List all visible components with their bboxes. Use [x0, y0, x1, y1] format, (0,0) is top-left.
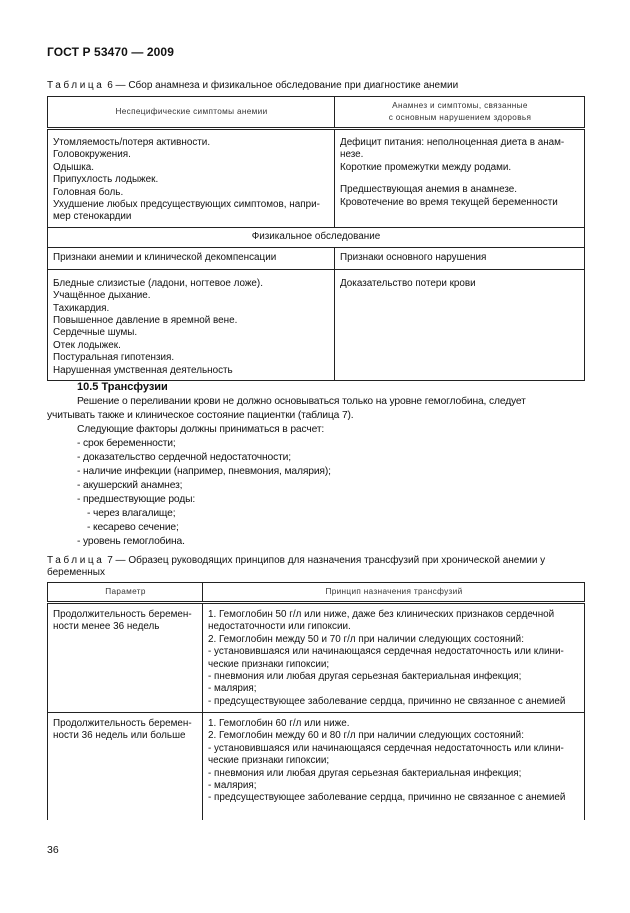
principle-line: - пневмония или любая другая серьезная бактериальная инфекция; [208, 767, 522, 779]
principle-line: - малярия; [208, 780, 257, 792]
page-number: 36 [47, 844, 59, 856]
principle-line: 1. Гемоглобин 50 г/л или ниже, даже без клинических признаков сердечной [208, 609, 555, 620]
table7-col-header-parameter: Параметр [48, 583, 203, 603]
table6-section-row [48, 227, 585, 247]
table6-caption [47, 80, 458, 93]
symptom-line: Одышка. [53, 161, 95, 173]
sign-line: Постуральная гипотензия. [53, 352, 175, 364]
table7-caption-line2: беременных [47, 567, 105, 578]
table7-caption [47, 555, 587, 568]
table7-header-row [48, 583, 585, 603]
underlying-signs-cell [335, 269, 585, 380]
principle-line: - предсуществующее заболевание сердца, причинно не связанное с анемией [208, 695, 566, 707]
factor-item: - срок беременности; [77, 438, 176, 449]
symptom-line: Припухлость лодыжек. [53, 174, 159, 186]
sign-line: Отек лодыжек. [53, 339, 121, 351]
paragraph-line: Следующие факторы должны приниматься в расчет: [77, 424, 325, 435]
nonspecific-symptoms-cell [48, 129, 335, 228]
table7 [47, 582, 585, 820]
table6-row-signs [48, 269, 585, 380]
principle-line: ческие признаки гипоксии; [208, 755, 330, 767]
factor-item: - доказательство сердечной недостаточности; [77, 452, 291, 463]
principle-line: 2. Гемоглобин между 60 и 80 г/л при наличии следующих состояний: [208, 730, 524, 742]
principle-line: - предсуществующее заболевание сердца, причинно не связанное с анемией [208, 792, 566, 804]
table6-row-symptoms [48, 129, 585, 228]
principle-line: 2. Гемоглобин между 50 и 70 г/л при наличии следующих состояний: [208, 633, 524, 645]
principle-line: - установившаяся или начинающаяся сердечная недостаточность или клини- [208, 742, 564, 754]
table6-col-header-1: Неспецифические симптомы анемии [48, 97, 335, 129]
factor-item: - предшествующие роды: [77, 494, 196, 505]
table7-caption-text: 7 — Образец руководящих принципов для назначения трансфузий при хронической анемии у [104, 555, 546, 566]
history-line: Дефицит питания: неполноценная диета в анам- [340, 137, 565, 148]
parameter-line: Продолжительность беремен- [53, 718, 192, 729]
parameter-cell [48, 713, 203, 820]
history-line: незе. [340, 149, 364, 161]
symptom-line: Утомляемость/потеря активности. [53, 137, 211, 148]
principle-line: недостаточности или гипоксии. [208, 621, 351, 633]
sub-factor-item: - через влагалище; [87, 508, 176, 519]
history-line: Короткие промежутки между родами. [340, 161, 512, 173]
underlying-disorder-heading: Признаки основного нарушения [335, 247, 585, 269]
history-symptoms-cell [335, 129, 585, 228]
parameter-line: ности менее 36 недель [53, 621, 160, 633]
table7-col-header-principle: Принцип назначения трансфузий [203, 583, 585, 603]
principle-line: - установившаяся или начинающаяся сердечная недостаточность или клини- [208, 646, 564, 658]
anemia-signs-heading: Признаки анемии и клинической декомпенсации [48, 247, 335, 269]
principle-cell [203, 603, 585, 713]
sign-line: Учащённое дыхание. [53, 290, 151, 302]
sign-line: Доказательство потери крови [340, 277, 476, 289]
header-line: с основным нарушением здоровья [388, 113, 532, 122]
table7-caption-label: Таблица [47, 555, 105, 566]
principle-cell [203, 713, 585, 820]
physical-exam-heading: Физикальное обследование [48, 227, 585, 247]
table6-header-row [48, 97, 585, 129]
anemia-signs-cell [48, 269, 335, 380]
sign-line: Повышенное давление в яремной вене. [53, 315, 238, 327]
table6-caption-label: Таблица [47, 80, 105, 91]
spacer [340, 174, 580, 184]
symptom-line: Головокружения. [53, 149, 131, 161]
parameter-cell [48, 603, 203, 713]
factor-item: - акушерский анамнез; [77, 480, 183, 491]
history-line: Кровотечение во время текущей беременности [340, 196, 558, 208]
section-title: 10.5 Трансфузии [77, 381, 168, 393]
header-line: Анамнез и симптомы, связанные [392, 101, 528, 110]
paragraph-line: учитывать также и клиническое состояние пациентки (таблица 7). [47, 410, 354, 421]
parameter-line: Продолжительность беремен- [53, 609, 192, 620]
history-line: Предшествующая анемия в анамнезе. [340, 184, 518, 196]
symptom-line: Ухудшение любых предсуществующих симптомов, напри- [53, 199, 320, 211]
principle-line: - малярия; [208, 683, 257, 695]
table6 [47, 96, 585, 381]
sub-factor-item: - кесарево сечение; [87, 522, 179, 533]
table6-subheader-row [48, 247, 585, 269]
table6-col-header-2 [335, 97, 585, 129]
factor-item: - уровень гемоглобина. [77, 536, 185, 547]
symptom-line: Головная боль. [53, 186, 124, 198]
document-code: ГОСТ Р 53470 — 2009 [47, 45, 174, 59]
paragraph-line: Решение о переливании крови не должно основываться только на уровне гемоглобина, следует [77, 396, 526, 407]
table6-caption-text: 6 — Сбор анамнеза и физикальное обследование при диагностике анемии [104, 80, 459, 91]
table7-row [48, 713, 585, 820]
sign-line: Тахикардия. [53, 302, 110, 314]
sign-line: Нарушенная умственная деятельность [53, 364, 233, 376]
symptom-line: мер стенокардии [53, 211, 132, 223]
sign-line: Сердечные шумы. [53, 327, 138, 339]
table7-row [48, 603, 585, 713]
principle-line: ческие признаки гипоксии; [208, 658, 330, 670]
sign-line: Бледные слизистые (ладони, ногтевое ложе). [53, 277, 263, 289]
principle-line: 1. Гемоглобин 60 г/л или ниже. [208, 718, 350, 729]
factor-item: - наличие инфекции (например, пневмония, малярия); [77, 466, 331, 477]
principle-line: - пневмония или любая другая серьезная бактериальная инфекция; [208, 671, 522, 683]
parameter-line: ности 36 недель или больше [53, 730, 186, 742]
